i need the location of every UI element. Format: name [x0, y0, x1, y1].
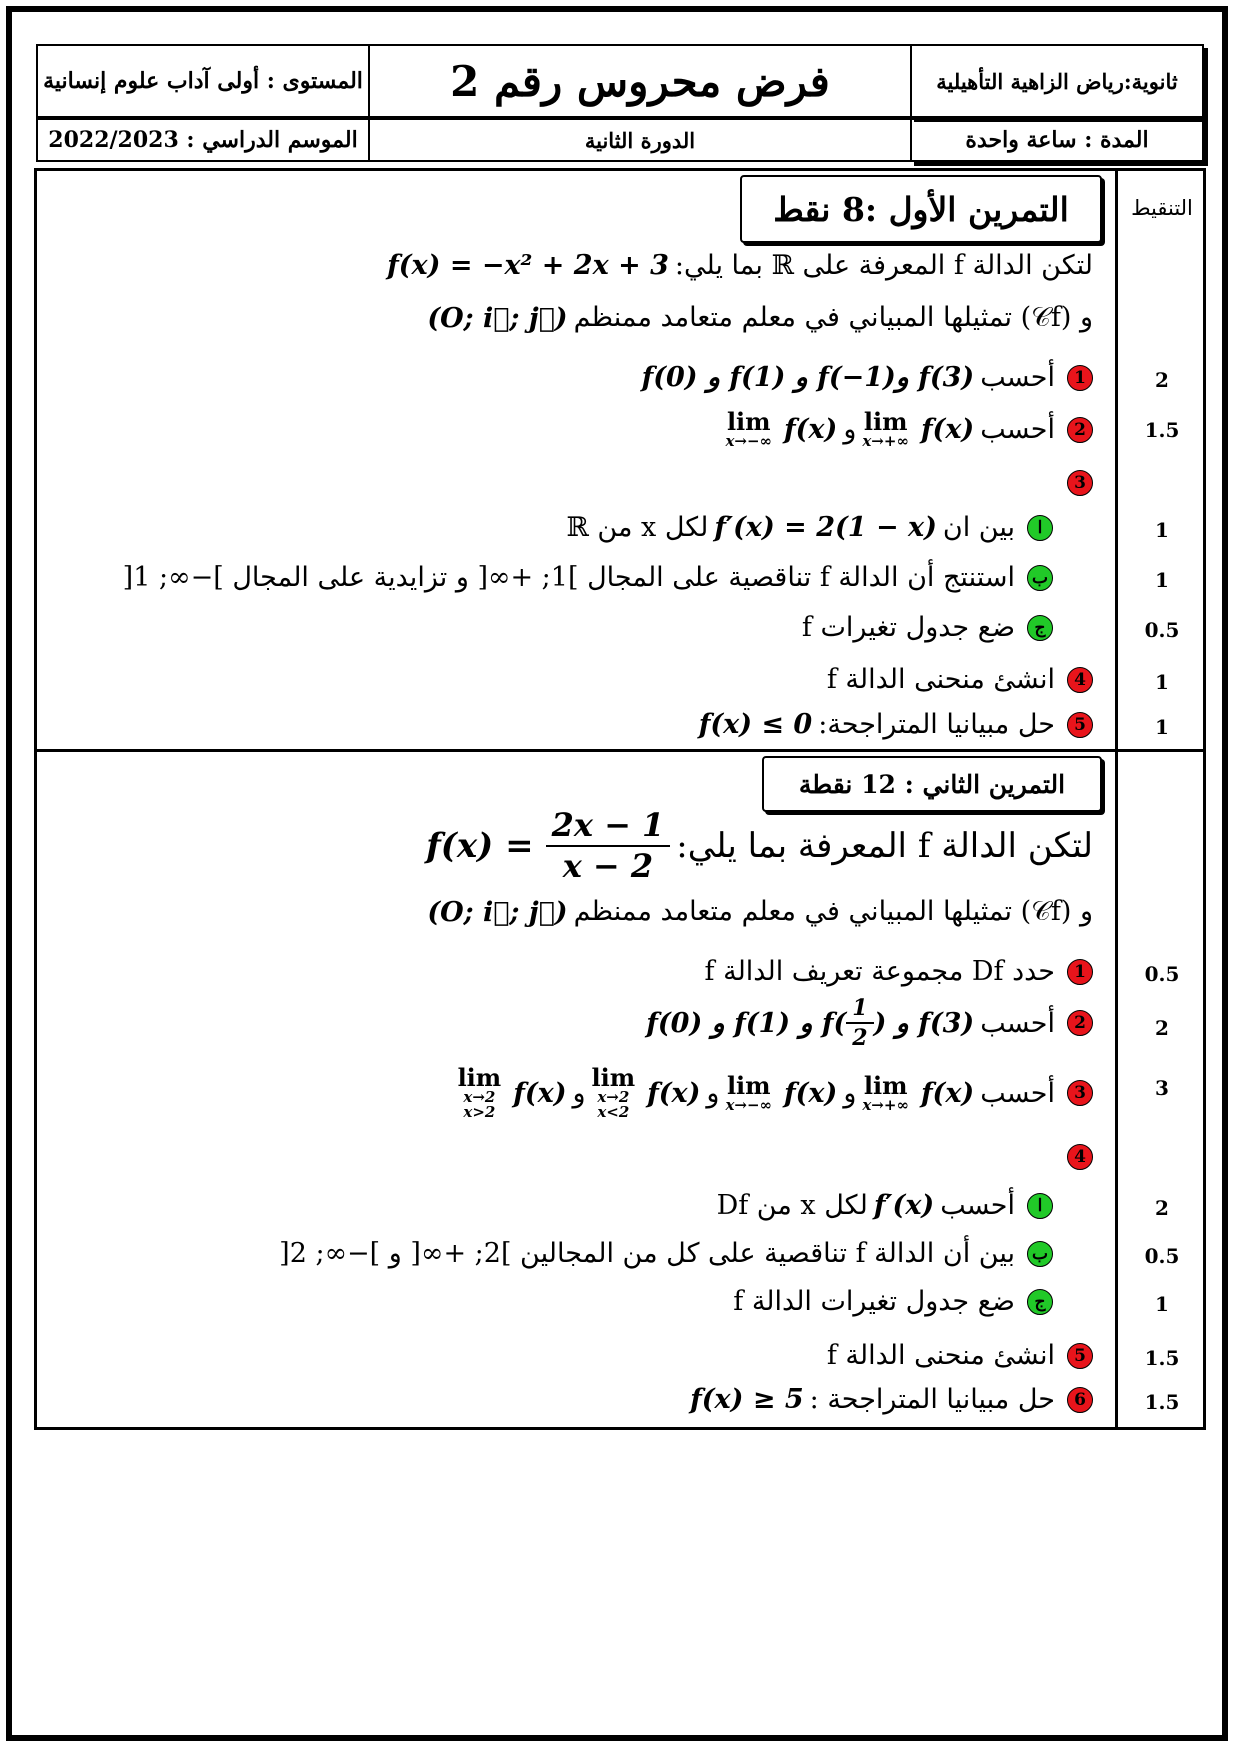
- ex1-q4-text: انشئ منحنى الدالة f: [826, 664, 1055, 695]
- ex2-q2: [640, 996, 1093, 1050]
- ex1-frame: (O; i⃗; j⃗): [427, 302, 568, 334]
- ex1-q4: [827, 664, 1093, 695]
- ex2-title: التمرين الثاني : 12 نقطة: [798, 769, 1066, 799]
- school-text: ثانوية:رياض الزاهية التأهيلية: [936, 68, 1178, 94]
- ex1-q2-lim1: [862, 407, 909, 450]
- ex1-q2-and: و: [843, 414, 857, 445]
- ex1-score-q3c: 0.5: [1144, 618, 1180, 642]
- lim-sub: x>2: [463, 1103, 496, 1121]
- duration-text: المدة : ساعة واحدة: [965, 127, 1149, 153]
- ex2-f-lhs: f(x) =: [426, 826, 534, 867]
- ex1-q3a-label: ا: [1027, 515, 1053, 541]
- ex1-q3c: [802, 612, 1093, 643]
- ex1-q5-math: f(x) ≤ 0: [698, 709, 813, 740]
- ex2-q1-number: 1: [1067, 959, 1093, 985]
- ex2-q3-lim4: [457, 1063, 502, 1121]
- ex2-q4b-label: ب: [1027, 1241, 1053, 1267]
- duration-cell: [910, 118, 1204, 162]
- ex2-q4c-label: ج: [1027, 1289, 1053, 1315]
- ex2-q4a-tail: لكل x من Df: [716, 1190, 868, 1221]
- ex1-score-q4: 1: [1155, 670, 1169, 694]
- ex1-intro: [381, 250, 1093, 281]
- ex1-q1-number: 1: [1067, 365, 1093, 391]
- ex2-q4a: [717, 1190, 1093, 1221]
- ex2-q1-text: حدد Df مجموعة تعريف الدالة f: [704, 956, 1055, 987]
- year-cell: [36, 118, 370, 162]
- ex2-q4a-math: f′(x): [873, 1190, 935, 1221]
- ex2-q3-and3: و: [572, 1077, 586, 1109]
- ex2-frame: (O; i⃗; j⃗): [427, 896, 568, 928]
- ex2-score-q4c: 1: [1155, 1292, 1169, 1316]
- ex1-q3b: [123, 562, 1093, 593]
- ex1-q5-text: حل مبيانيا المتراجحة:: [818, 709, 1055, 740]
- session-text: الدورة الثانية: [584, 127, 696, 153]
- ex1-q3: [1055, 470, 1093, 496]
- score-column-divider: [1115, 168, 1118, 1430]
- ex2-q1: [705, 956, 1093, 987]
- ex2-score-q5: 1.5: [1144, 1346, 1180, 1370]
- ex1-score-q3a: 1: [1155, 518, 1169, 542]
- ex2-q4-number: 4: [1067, 1144, 1093, 1170]
- ex2-score-q6: 1.5: [1144, 1390, 1180, 1414]
- lim-sub: x→−∞: [725, 1095, 773, 1114]
- level-text: المستوى : أولى آداب علوم إنسانية: [43, 68, 363, 94]
- ex2-q6-math: f(x) ≥ 5: [690, 1384, 804, 1415]
- lim-sub: x→2: [597, 1088, 630, 1106]
- ex1-q1-math: f(0) و f(1) و f(−1)و f(3): [641, 362, 975, 393]
- ex2-q4c-text: ضع جدول تغيرات الدالة f: [733, 1286, 1015, 1317]
- lim-word: lim: [863, 407, 908, 436]
- ex2-intro2-text: و (𝒞f) تمثيلها المبياني في معلم متعامد ممنظم: [573, 896, 1093, 927]
- ex1-q3a: [566, 512, 1093, 543]
- ex2-q3: [452, 1063, 1093, 1121]
- ex2-q3-fx4: f(x): [513, 1077, 567, 1109]
- ex1-q5-number: 5: [1067, 712, 1093, 738]
- ex2-q3-fx2: f(x): [784, 1077, 838, 1109]
- year-text: الموسم الدراسي : 2022/2023: [48, 127, 358, 153]
- ex1-title: التمرين الأول :8 نقط: [773, 189, 1069, 229]
- ex2-q5-number: 5: [1067, 1343, 1093, 1369]
- ex2-q3-fx3: f(x): [647, 1077, 701, 1109]
- ex2-score-q2: 2: [1155, 1016, 1169, 1040]
- ex2-q4b-text: بين أن الدالة f تناقصية على كل من المجالين ]2; +∞[ و ]−∞; 2[: [279, 1238, 1015, 1269]
- ex2-frac-den: x − 2: [562, 847, 654, 886]
- ex2-score-q1: 0.5: [1144, 962, 1180, 986]
- ex1-q2-text: أحسب: [980, 414, 1055, 445]
- ex1-q3a-math: f′(x) = 2(1 − x): [714, 512, 937, 543]
- ex2-q3-text: أحسب: [980, 1077, 1055, 1109]
- ex2-score-q4b: 0.5: [1144, 1244, 1180, 1268]
- ex2-q4a-label: ا: [1027, 1193, 1053, 1219]
- ex2-half-den: 2: [852, 1025, 868, 1052]
- lim-word: lim: [457, 1063, 502, 1092]
- title-cell: [370, 44, 910, 118]
- ex2-q4: [1055, 1144, 1093, 1170]
- ex2-q2-math-b: ) و f(3): [873, 1007, 975, 1039]
- ex2-q6-text: حل مبيانيا المتراجحة :: [809, 1384, 1055, 1415]
- ex2-q6: [684, 1384, 1093, 1415]
- ex2-q5-text: انشئ منحنى الدالة f: [826, 1340, 1055, 1371]
- ex2-intro2: [421, 896, 1093, 928]
- lim-sub: x<2: [597, 1103, 630, 1121]
- session-cell: [370, 118, 910, 162]
- lim-word: lim: [591, 1063, 636, 1092]
- ex1-q4-number: 4: [1067, 667, 1093, 693]
- ex1-function-formula: f(x) = −x² + 2x + 3: [387, 250, 669, 281]
- lim-sub: x→+∞: [862, 1095, 909, 1114]
- level-cell: [36, 44, 370, 118]
- ex1-score-q2: 1.5: [1144, 418, 1180, 442]
- ex2-q4b: [279, 1238, 1093, 1269]
- ex1-q2-lim2: [725, 407, 773, 450]
- ex1-intro2: [421, 302, 1093, 334]
- ex1-q2-fx2: f(x): [784, 414, 838, 445]
- ex2-q2-math: [646, 996, 974, 1050]
- ex2-half: [846, 996, 873, 1050]
- ex1-score-q1: 2: [1155, 368, 1169, 392]
- ex2-half-num: 1: [846, 996, 873, 1024]
- ex1-score-q5: 1: [1155, 715, 1169, 739]
- ex2-q2-text: أحسب: [980, 1007, 1055, 1039]
- ex1-q3a-tail: لكل x من ℝ: [566, 512, 709, 543]
- ex2-q3-and1: و: [843, 1077, 857, 1109]
- ex1-score-q3b: 1: [1155, 568, 1169, 592]
- ex2-q3-fx1: f(x): [920, 1077, 975, 1109]
- ex2-intro: [420, 808, 1093, 884]
- ex1-q5: [693, 709, 1093, 740]
- lim-word: lim: [726, 1070, 771, 1100]
- ex2-q2-number: 2: [1067, 1010, 1093, 1036]
- ex2-q3-number: 3: [1067, 1080, 1093, 1106]
- ex2-q5: [827, 1340, 1093, 1371]
- ex1-q3a-text: بين ان: [942, 512, 1015, 543]
- exam-title: فرض محروس رقم 2: [450, 56, 830, 106]
- ex2-intro-text: لتكن الدالة f المعرفة بما يلي:: [676, 826, 1093, 867]
- ex1-q1-text: أحسب: [980, 362, 1055, 393]
- school-cell: [910, 44, 1204, 118]
- lim-sub: x→+∞: [862, 432, 909, 450]
- ex2-q3-lim3: [591, 1063, 636, 1121]
- ex1-q3c-text: ضع جدول تغيرات f: [801, 612, 1015, 643]
- exercise-divider: [34, 749, 1206, 752]
- ex2-score-q3: 3: [1155, 1076, 1169, 1100]
- ex1-q3b-text: استنتج أن الدالة f تناقصية على المجال ]1; +∞[ و تزايدية على المجال ]−∞; 1[: [122, 562, 1015, 593]
- scoring-header: التنقيط: [1131, 196, 1193, 220]
- ex1-q1: [636, 362, 1093, 393]
- lim-sub: x→2: [463, 1088, 496, 1106]
- ex2-q3-and2: و: [706, 1077, 720, 1109]
- ex2-q3-lim1: [862, 1070, 909, 1114]
- ex1-intro2-text: و (𝒞f) تمثيلها المبياني في معلم متعامد ممنظم: [573, 302, 1093, 333]
- ex2-q6-number: 6: [1067, 1387, 1093, 1413]
- ex2-q2-math-a: f(0) و f(1) و f(: [646, 1007, 847, 1039]
- lim-word: lim: [863, 1070, 908, 1100]
- ex2-fraction: [546, 808, 671, 884]
- header: [36, 44, 1204, 162]
- ex1-q2: [719, 407, 1093, 450]
- ex2-score-q4a: 2: [1155, 1196, 1169, 1220]
- ex1-q3b-label: ب: [1027, 565, 1053, 591]
- ex2-q3-lim2: [725, 1070, 773, 1114]
- ex1-q3c-label: ج: [1027, 615, 1053, 641]
- lim-sub: x→−∞: [725, 432, 773, 450]
- ex2-title-box: [762, 756, 1102, 812]
- ex2-q4c: [733, 1286, 1093, 1317]
- ex1-q3-number: 3: [1067, 470, 1093, 496]
- lim-word: lim: [726, 407, 771, 436]
- ex1-q2-fx1: f(x): [920, 414, 975, 445]
- ex1-intro-text: لتكن الدالة f المعرفة على ℝ بما يلي:: [674, 250, 1093, 281]
- ex1-title-box: [740, 175, 1102, 243]
- ex2-q4a-text: أحسب: [940, 1190, 1015, 1221]
- ex1-q2-number: 2: [1067, 417, 1093, 443]
- ex2-frac-num: 2x − 1: [546, 808, 671, 847]
